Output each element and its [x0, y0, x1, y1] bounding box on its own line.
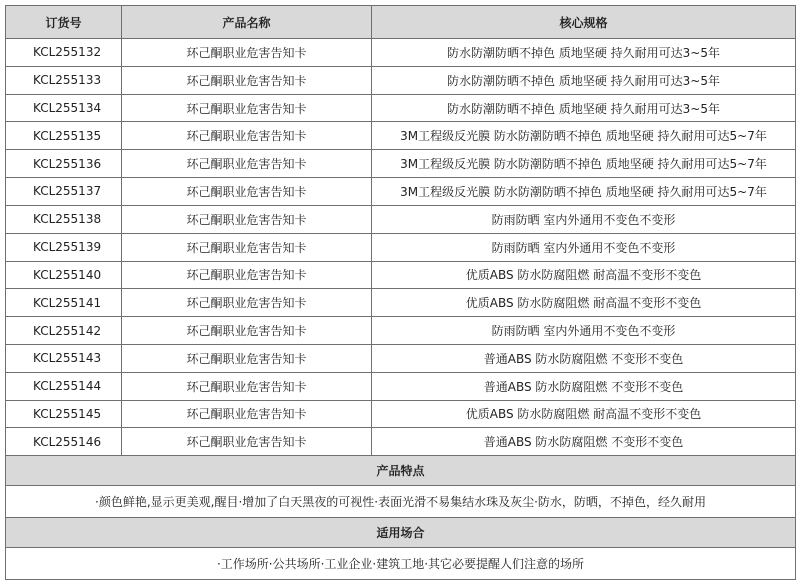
- order-number-cell: KCL255144: [6, 372, 122, 400]
- table-row: [6, 428, 796, 456]
- table-row: [6, 372, 796, 400]
- order-number-cell: KCL255145: [6, 400, 122, 428]
- features-text: ·颜色鲜艳,显示更美观,醒目·增加了白天黑夜的可视性·表面光滑不易集结水珠及灰尘·防水，防晒，不掉色，经久耐用: [6, 486, 796, 518]
- product-name-cell: 环己酮职业危害告知卡: [122, 178, 372, 206]
- core-spec-cell: 3M工程级反光膜 防水防潮防晒不掉色 质地坚硬 持久耐用可达5~7年: [372, 178, 796, 206]
- table-row: [6, 39, 796, 67]
- core-spec-cell: 普通ABS 防水防腐阻燃 不变形不变色: [372, 428, 796, 456]
- product-name-cell: 环己酮职业危害告知卡: [122, 66, 372, 94]
- features-row: [6, 486, 796, 518]
- header-order-number: 订货号: [6, 6, 122, 39]
- core-spec-cell: 3M工程级反光膜 防水防潮防晒不掉色 质地坚硬 持久耐用可达5~7年: [372, 150, 796, 178]
- core-spec-cell: 优质ABS 防水防腐阻燃 耐高温不变形不变色: [372, 289, 796, 317]
- usage-row: [6, 548, 796, 580]
- table-row: [6, 66, 796, 94]
- usage-title: 适用场合: [6, 518, 796, 548]
- table-row: [6, 94, 796, 122]
- order-number-cell: KCL255146: [6, 428, 122, 456]
- header-product-name: 产品名称: [122, 6, 372, 39]
- product-name-cell: 环己酮职业危害告知卡: [122, 39, 372, 67]
- order-number-cell: KCL255137: [6, 178, 122, 206]
- table-row: [6, 233, 796, 261]
- product-name-cell: 环己酮职业危害告知卡: [122, 233, 372, 261]
- spec-table: [5, 5, 796, 580]
- core-spec-cell: 防雨防晒 室内外通用不变色不变形: [372, 233, 796, 261]
- order-number-cell: KCL255138: [6, 205, 122, 233]
- product-name-cell: 环己酮职业危害告知卡: [122, 150, 372, 178]
- table-row: [6, 317, 796, 345]
- order-number-cell: KCL255136: [6, 150, 122, 178]
- header-core-spec: 核心规格: [372, 6, 796, 39]
- core-spec-cell: 优质ABS 防水防腐阻燃 耐高温不变形不变色: [372, 261, 796, 289]
- table-row: [6, 178, 796, 206]
- order-number-cell: KCL255133: [6, 66, 122, 94]
- usage-title-row: [6, 518, 796, 548]
- table-row: [6, 289, 796, 317]
- order-number-cell: KCL255132: [6, 39, 122, 67]
- order-number-cell: KCL255134: [6, 94, 122, 122]
- order-number-cell: KCL255142: [6, 317, 122, 345]
- core-spec-cell: 防雨防晒 室内外通用不变色不变形: [372, 317, 796, 345]
- product-name-cell: 环己酮职业危害告知卡: [122, 317, 372, 345]
- core-spec-cell: 3M工程级反光膜 防水防潮防晒不掉色 质地坚硬 持久耐用可达5~7年: [372, 122, 796, 150]
- core-spec-cell: 防水防潮防晒不掉色 质地坚硬 持久耐用可达3~5年: [372, 39, 796, 67]
- core-spec-cell: 防水防潮防晒不掉色 质地坚硬 持久耐用可达3~5年: [372, 94, 796, 122]
- usage-text: ·工作场所·公共场所·工业企业·建筑工地·其它必要提醒人们注意的场所: [6, 548, 796, 580]
- core-spec-cell: 优质ABS 防水防腐阻燃 耐高温不变形不变色: [372, 400, 796, 428]
- product-name-cell: 环己酮职业危害告知卡: [122, 261, 372, 289]
- table-row: [6, 150, 796, 178]
- product-name-cell: 环己酮职业危害告知卡: [122, 428, 372, 456]
- order-number-cell: KCL255141: [6, 289, 122, 317]
- table-row: [6, 205, 796, 233]
- core-spec-cell: 普通ABS 防水防腐阻燃 不变形不变色: [372, 344, 796, 372]
- order-number-cell: KCL255135: [6, 122, 122, 150]
- product-name-cell: 环己酮职业危害告知卡: [122, 205, 372, 233]
- core-spec-cell: 普通ABS 防水防腐阻燃 不变形不变色: [372, 372, 796, 400]
- product-name-cell: 环己酮职业危害告知卡: [122, 344, 372, 372]
- product-name-cell: 环己酮职业危害告知卡: [122, 122, 372, 150]
- table-row: [6, 400, 796, 428]
- table-row: [6, 261, 796, 289]
- product-name-cell: 环己酮职业危害告知卡: [122, 289, 372, 317]
- order-number-cell: KCL255140: [6, 261, 122, 289]
- core-spec-cell: 防雨防晒 室内外通用不变色不变形: [372, 205, 796, 233]
- features-title-row: [6, 456, 796, 486]
- table-row: [6, 344, 796, 372]
- product-name-cell: 环己酮职业危害告知卡: [122, 400, 372, 428]
- product-name-cell: 环己酮职业危害告知卡: [122, 372, 372, 400]
- product-name-cell: 环己酮职业危害告知卡: [122, 94, 372, 122]
- core-spec-cell: 防水防潮防晒不掉色 质地坚硬 持久耐用可达3~5年: [372, 66, 796, 94]
- features-title: 产品特点: [6, 456, 796, 486]
- table-row: [6, 122, 796, 150]
- table-header-row: [6, 6, 796, 39]
- table-body: [6, 39, 796, 456]
- order-number-cell: KCL255139: [6, 233, 122, 261]
- order-number-cell: KCL255143: [6, 344, 122, 372]
